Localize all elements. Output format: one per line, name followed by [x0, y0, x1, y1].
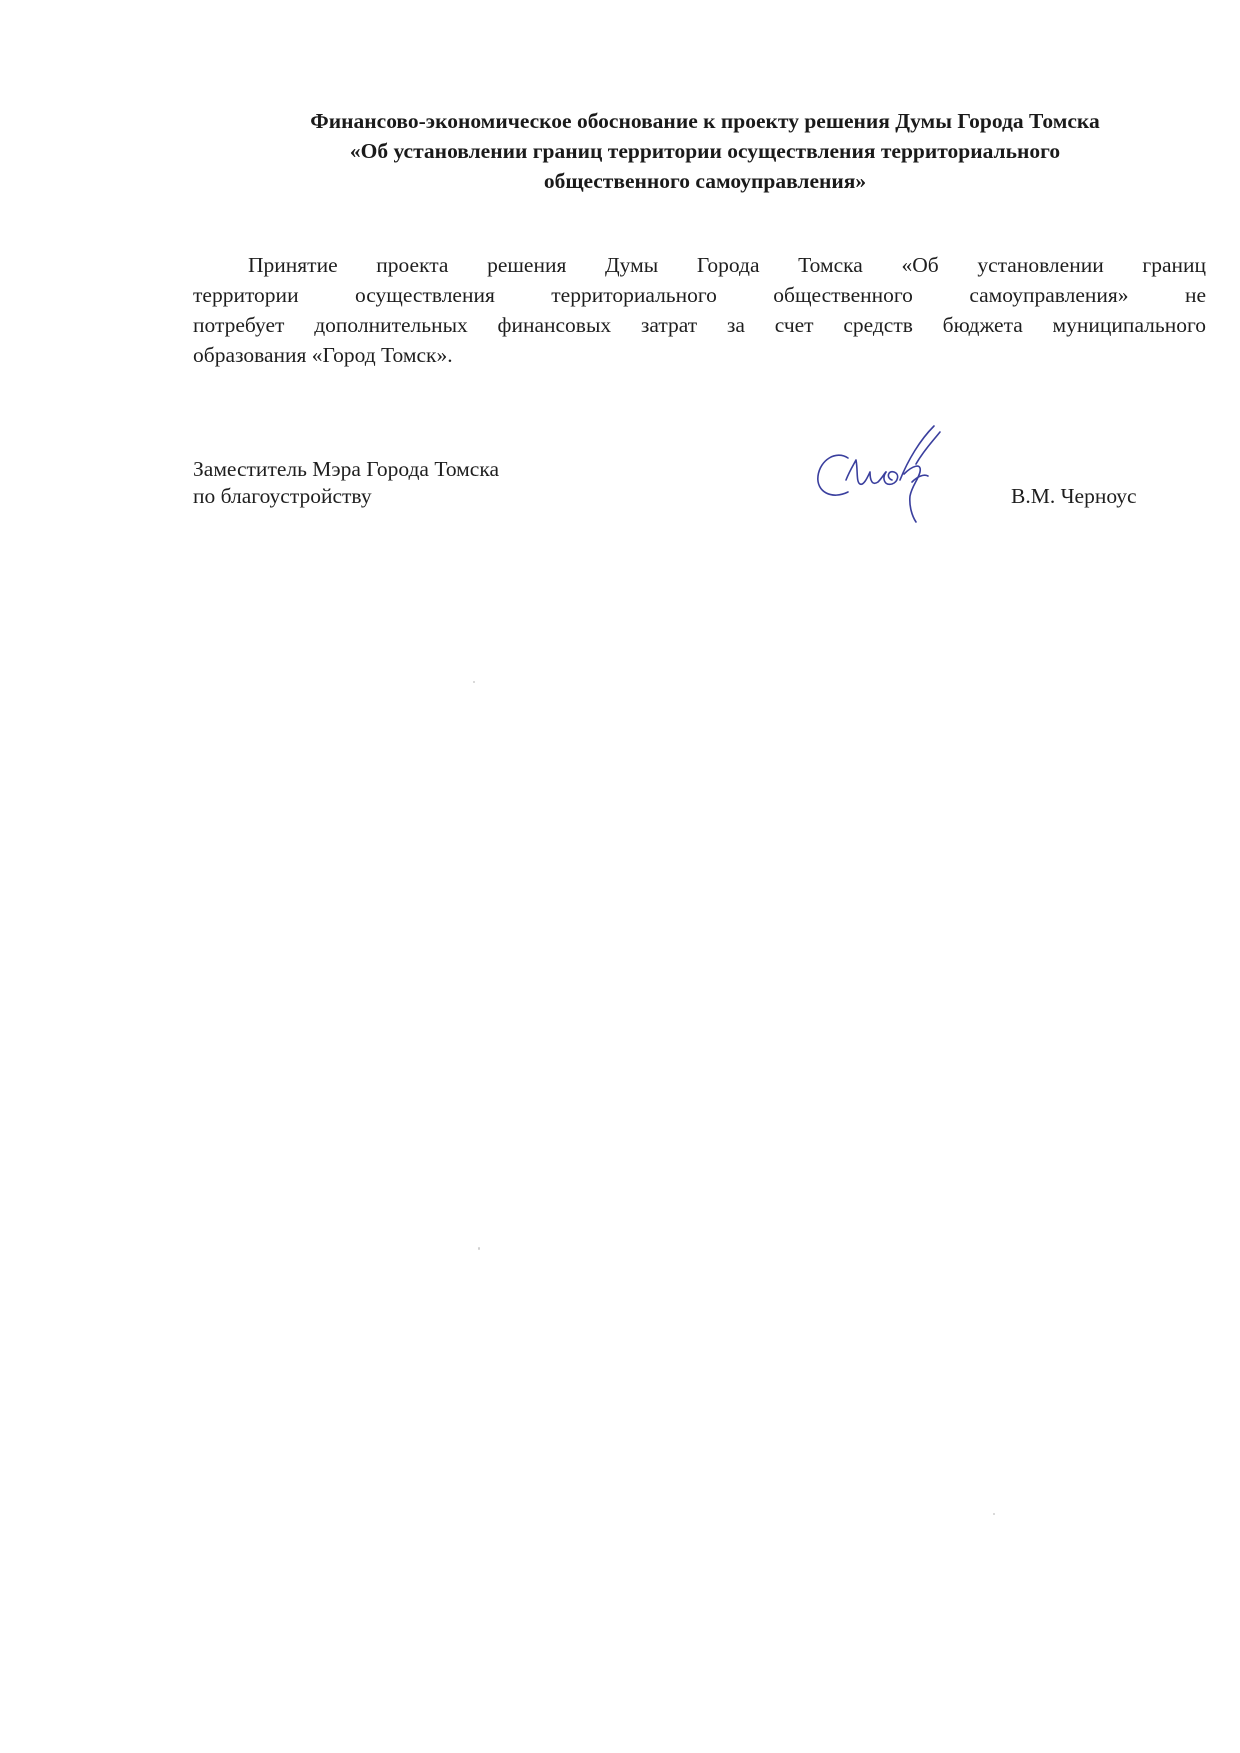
scan-speck	[993, 1513, 995, 1515]
title-line-3: общественного самоуправления»	[543, 169, 867, 193]
title-line-2: «Об установлении границ территории осуществления территориального	[349, 139, 1061, 163]
signatory-position-line-1: Заместитель Мэра Города Томска	[193, 457, 499, 481]
scan-speck	[473, 681, 475, 683]
body-line-3: потребует дополнительных финансовых затрат за счет средств бюджета муниципального	[193, 313, 1206, 337]
body-line-1: Принятие проекта решения Думы Города Томска «Об установлении границ	[248, 253, 1206, 277]
document-title	[200, 106, 1210, 196]
signatory-position-line-2: по благоустройству	[193, 484, 372, 508]
signatory-position	[193, 456, 499, 510]
handwritten-signature	[808, 420, 988, 530]
body-paragraph	[193, 250, 1206, 370]
signatory-name: В.М. Черноус	[1011, 484, 1137, 508]
scan-speck	[478, 1247, 480, 1250]
body-line-4: образования «Город Томск».	[193, 343, 453, 367]
title-line-1: Финансово-экономическое обоснование к проекту решения Думы Города Томска	[310, 109, 1100, 133]
body-line-2: территории осуществления территориального общественного самоуправления» не	[193, 283, 1206, 307]
